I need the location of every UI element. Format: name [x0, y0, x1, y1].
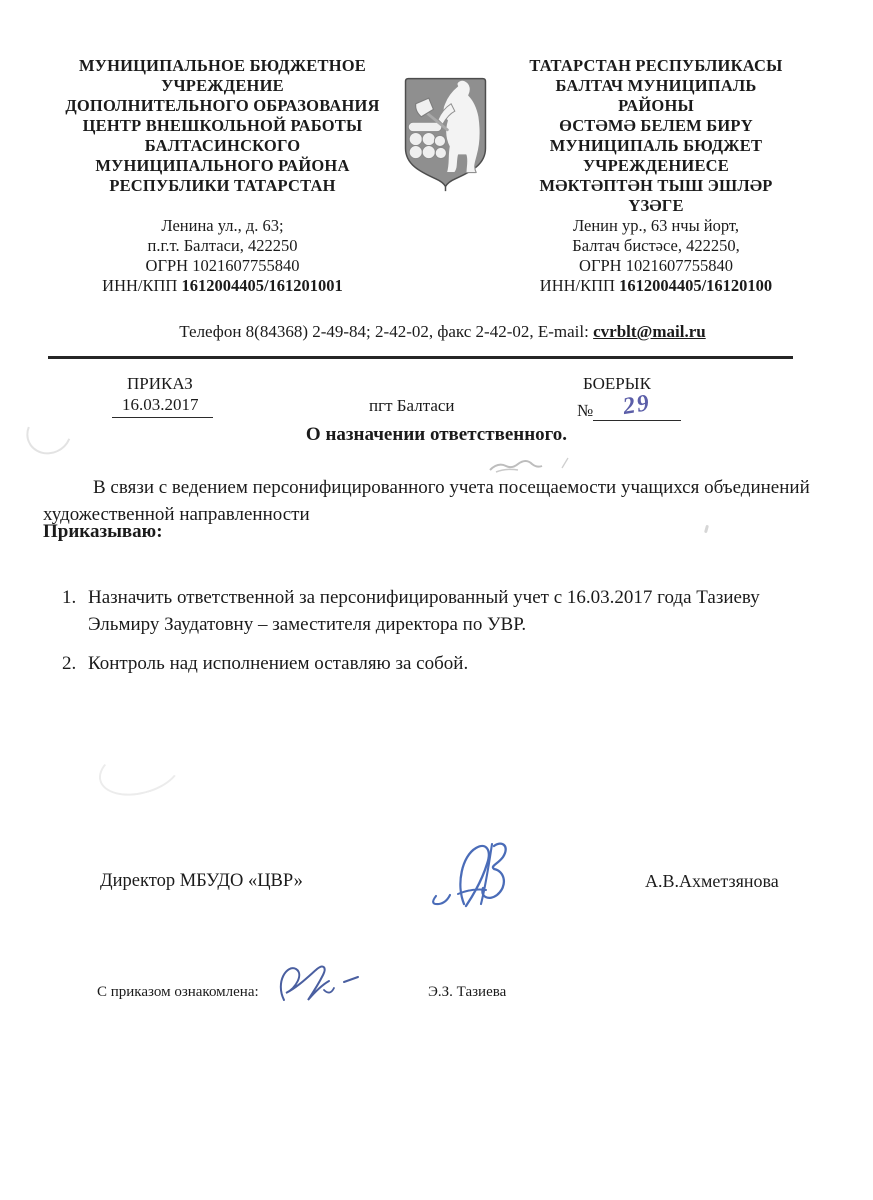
- org-left-line: МУНИЦИПАЛЬНОГО РАЙОНА: [95, 156, 350, 175]
- org-left-line: ДОПОЛНИТЕЛЬНОГО ОБРАЗОВАНИЯ: [65, 96, 380, 115]
- address-line: Балтач бистәсе, 422250,: [572, 236, 740, 255]
- org-right-line: МУНИЦИПАЛЬ БЮДЖЕТ: [549, 136, 763, 155]
- org-right-line: ТАТАРСТАН РЕСПУБЛИКАСЫ: [529, 56, 783, 75]
- number-blank-line: [593, 389, 681, 421]
- address-line: Ленина ул., д. 63;: [161, 216, 284, 235]
- item-text: Назначить ответственной за персонифицированный учет с 16.03.2017 года Тазиеву Эльмиру Заудатовну – заместителя директора по УВР.: [88, 587, 760, 635]
- order-word-tatar: БОЕРЫК: [583, 374, 651, 393]
- inn-value: 1612004405/161201001: [181, 276, 343, 295]
- inn-kpp-line: [478, 276, 834, 296]
- item-number: 1.: [62, 587, 77, 608]
- contact-line: [0, 322, 873, 342]
- director-name: А.В.Ахметзянова: [645, 871, 779, 891]
- address-line: п.г.т. Балтаси, 422250: [147, 236, 298, 255]
- order-word-russian: ПРИКАЗ: [127, 374, 193, 393]
- handwritten-number: 29: [621, 389, 654, 421]
- org-left-line: УЧРЕЖДЕНИЕ: [161, 76, 284, 95]
- email-link[interactable]: cvrblt@mail.ru: [593, 322, 706, 341]
- inn-label: ИНН/КПП: [539, 276, 620, 295]
- org-left-address: [50, 216, 395, 296]
- org-left-line: РЕСПУБЛИКИ ТАТАРСТАН: [109, 176, 336, 195]
- org-right-line: УЧРЕЖДЕНИЕСЕ: [583, 156, 729, 175]
- order-item-2: [62, 650, 792, 677]
- scan-arc-artifact: [93, 736, 187, 804]
- order-place: пгт Балтаси: [369, 396, 455, 415]
- address-line: ОГРН 1021607755840: [145, 256, 300, 275]
- document-title: О назначении ответственного.: [305, 424, 568, 445]
- ink-speck-artifact: [704, 525, 709, 534]
- inn-kpp-line: [50, 276, 395, 296]
- acknowledgement-label: С приказом ознакомлена:: [97, 984, 259, 1000]
- order-date: 16.03.2017: [112, 395, 213, 418]
- scan-arc-artifact: [19, 404, 78, 462]
- address-line: Ленин ур., 63 нчы йорт,: [572, 216, 740, 235]
- item-text: Контроль над исполнением оставляю за собой.: [88, 653, 469, 674]
- acknowledged-person-name: Э.З. Тазиева: [428, 984, 507, 1000]
- org-left-line: БАЛТАСИНСКОГО: [144, 136, 301, 155]
- org-right-line: БАЛТАЧ МУНИЦИПАЛЬ: [555, 76, 757, 95]
- address-line: ОГРН 1021607755840: [579, 256, 733, 275]
- body-paragraph: В связи с ведением персонифицированного учета посещаемости учащихся объединений художественной направленности: [43, 477, 810, 525]
- acknowledgement-signature-ink: [272, 960, 367, 1010]
- org-left-line: МУНИЦИПАЛЬНОЕ БЮДЖЕТНОЕ: [79, 56, 366, 75]
- inn-label: ИНН/КПП: [102, 276, 182, 295]
- org-right-line: ҮЗӘГЕ: [628, 196, 684, 215]
- org-left-line: ЦЕНТР ВНЕШКОЛЬНОЙ РАБОТЫ: [82, 116, 363, 135]
- number-sign: №: [577, 401, 594, 420]
- org-right-line: МӘКТӘПТӘН ТЫШ ЭШЛӘР: [539, 176, 773, 195]
- order-number-line: [577, 389, 681, 421]
- command-word: Приказываю:: [43, 521, 163, 542]
- org-left-block: [50, 56, 395, 296]
- inn-value: 1612004405/16120100: [619, 276, 773, 295]
- org-right-block: [478, 56, 834, 296]
- org-right-line: РАЙОНЫ: [618, 96, 694, 115]
- order-item-1: [62, 584, 792, 638]
- header-divider: [48, 356, 793, 359]
- org-right-line: ӨСТӘМӘ БЕЛЕМ БИРҮ: [559, 116, 753, 135]
- item-number: 2.: [62, 653, 77, 674]
- director-signature-ink: [428, 838, 538, 920]
- org-right-address: [478, 216, 834, 296]
- contact-text: Телефон 8(84368) 2-49-84; 2-42-02, факс 2-42-02, E-mail:: [179, 322, 594, 341]
- director-position-label: Директор МБУДО «ЦВР»: [100, 871, 303, 891]
